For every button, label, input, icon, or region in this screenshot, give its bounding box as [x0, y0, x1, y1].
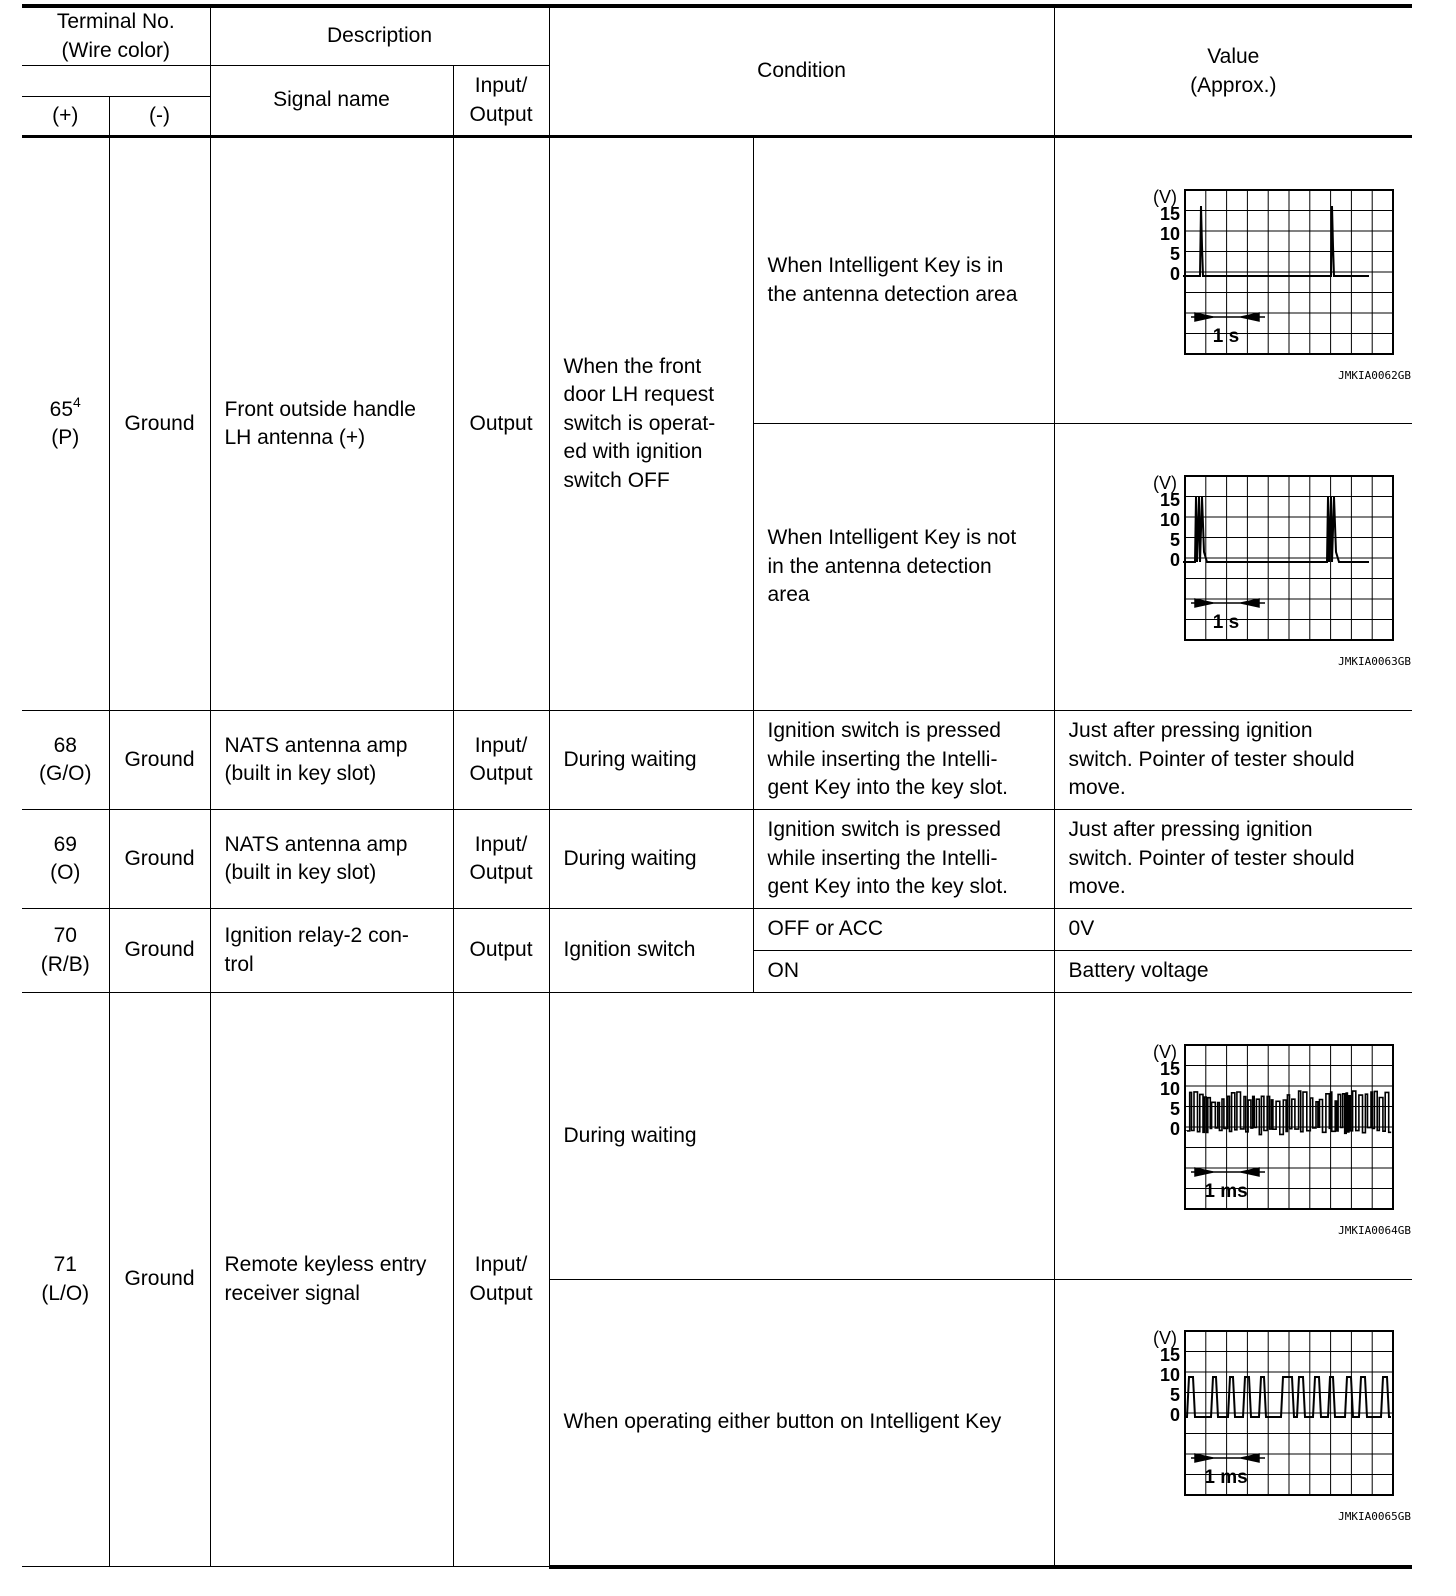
scope-time-marker	[1191, 313, 1265, 321]
value-cell: Just after pressing ignition switch. Pointer of tester should move.	[1054, 810, 1412, 909]
wire-color-label: (Wire color)	[61, 38, 170, 62]
io-cell: Input/ Output	[453, 993, 549, 1567]
signal-name-cell: NATS antenna amp (built in key slot)	[210, 810, 453, 909]
scope-time-label: 1 ms	[1203, 1181, 1248, 1202]
condition-cell: During waiting	[549, 993, 1054, 1280]
table-row	[22, 810, 1412, 909]
condition-main-cell: Ignition switch	[549, 909, 753, 993]
condition-sub-cell: Ignition switch is pressed while inserting the Intelli- gent Key into the key slot.	[753, 810, 1054, 909]
scope-tick-label: 0	[1169, 1119, 1180, 1139]
input-output-label-2: Output	[469, 102, 533, 126]
scope-tick-label: 5	[1169, 243, 1180, 264]
scope-time-marker	[1191, 599, 1265, 607]
value-header	[1054, 6, 1412, 137]
terminal-number: $65^4$	[49, 393, 81, 421]
scope-time-label: 1 s	[1212, 325, 1239, 347]
scope-tick-label: 0	[1169, 263, 1180, 284]
condition-sub-cell: When Intelligent Key is in the antenna detection area	[753, 137, 1054, 424]
io-cell: Input/ Output	[453, 711, 549, 810]
scope-time-label: 1 ms	[1203, 1467, 1248, 1489]
table-row	[22, 711, 1412, 810]
scope-time-marker	[1191, 1454, 1265, 1462]
table-row	[22, 909, 1412, 951]
terminal-plus-cell	[22, 137, 109, 711]
condition-main-cell: During waiting	[549, 810, 753, 909]
signal-name-header: Signal name	[210, 66, 453, 137]
scope-time-marker	[1191, 1168, 1265, 1176]
scope-ticks	[1160, 1345, 1180, 1425]
scope-tick-label: 15	[1159, 203, 1180, 224]
oscilloscope-chart	[1083, 1031, 1411, 1241]
wire-color: (P)	[51, 426, 80, 449]
scope-tick-label: 15	[1159, 1345, 1180, 1366]
scope-tick-label: 5	[1169, 1385, 1180, 1406]
signal-name-cell: Front outside handle LH antenna (+)	[210, 137, 453, 711]
terminal-plus-cell: 69 (O)	[22, 810, 109, 909]
description-header: Description	[210, 6, 549, 66]
scope-figure-code: JMKIA0065GB	[1337, 1510, 1411, 1524]
terminal-table-wrapper	[22, 4, 1412, 1569]
terminal-no-header	[22, 6, 210, 66]
condition-main-cell: When the front door LH request switch is operat- ed with ignition switch OFF	[549, 137, 753, 711]
value-cell	[1054, 424, 1412, 711]
terminal-minus-cell: Ground	[109, 137, 210, 711]
value-cell	[1054, 993, 1412, 1280]
minus-header: (-)	[109, 97, 210, 137]
io-cell: Input/ Output	[453, 810, 549, 909]
input-output-header	[453, 66, 549, 137]
terminal-plus-cell: 70 (R/B)	[22, 909, 109, 993]
value-label: Value	[1207, 45, 1260, 68]
scope-unit: (V)	[1152, 186, 1177, 207]
terminal-plus-cell: 71 (L/O)	[22, 993, 109, 1567]
scope-ticks	[1160, 1059, 1180, 1139]
condition-main-cell: During waiting	[549, 711, 753, 810]
terminal-minus-cell: Ground	[109, 993, 210, 1567]
terminal-spec-table	[22, 4, 1412, 1569]
scope-figure-code: JMKIA0062GB	[1337, 368, 1411, 382]
scope-unit: (V)	[1152, 473, 1177, 493]
scope-tick-label: 10	[1159, 1365, 1180, 1386]
io-cell: Output	[453, 137, 549, 711]
oscilloscope-chart	[1083, 1317, 1411, 1527]
terminal-header-spacer	[22, 66, 210, 97]
scope-tick-label: 10	[1159, 510, 1180, 530]
plus-header: (+)	[22, 97, 109, 137]
value-cell	[1054, 1280, 1412, 1567]
scope-tick-label: 10	[1159, 1079, 1180, 1099]
terminal-minus-cell: Ground	[109, 711, 210, 810]
scope-figure-code: JMKIA0063GB	[1337, 655, 1411, 668]
scope-waveform	[1183, 497, 1369, 562]
io-cell: Output	[453, 909, 549, 993]
table-row	[22, 137, 1412, 424]
condition-header: Condition	[549, 6, 1054, 137]
terminal-minus-cell: Ground	[109, 909, 210, 993]
scope-figure-code: JMKIA0064GB	[1337, 1224, 1411, 1237]
scope-tick-label: 0	[1169, 550, 1180, 570]
scope-tick-label: 0	[1169, 1405, 1180, 1426]
oscilloscope-chart	[1083, 176, 1411, 386]
condition-cell: When operating either button on Intelligent Key	[549, 1280, 1054, 1567]
scope-waveform	[1187, 1091, 1391, 1135]
oscilloscope-chart	[1083, 462, 1411, 672]
condition-sub-cell: OFF or ACC	[753, 909, 1054, 951]
scope-unit: (V)	[1152, 1328, 1177, 1349]
value-cell: Just after pressing ignition switch. Pointer of tester should move.	[1054, 711, 1412, 810]
scope-tick-label: 5	[1169, 530, 1180, 550]
scope-waveform	[1183, 206, 1369, 276]
terminal-minus-cell: Ground	[109, 810, 210, 909]
scope-unit: (V)	[1152, 1042, 1177, 1062]
scope-time-label: 1 s	[1212, 612, 1239, 633]
scope-tick-label: 15	[1159, 1059, 1180, 1079]
value-cell	[1054, 137, 1412, 424]
condition-sub-cell: Ignition switch is pressed while inserting the Intelli- gent Key into the key slot.	[753, 711, 1054, 810]
table-row	[22, 993, 1412, 1280]
approx-label: (Approx.)	[1190, 73, 1277, 97]
scope-tick-label: 5	[1169, 1099, 1180, 1119]
signal-name-cell: NATS antenna amp (built in key slot)	[210, 711, 453, 810]
value-cell: 0V	[1054, 909, 1412, 951]
header-row-1	[22, 6, 1412, 66]
signal-name-cell: Remote keyless entry receiver signal	[210, 993, 453, 1567]
scope-ticks	[1160, 204, 1180, 284]
scope-tick-label: 10	[1159, 223, 1180, 244]
terminal-plus-cell: 68 (G/O)	[22, 711, 109, 810]
signal-name-cell: Ignition relay-2 con- trol	[210, 909, 453, 993]
value-cell: Battery voltage	[1054, 951, 1412, 993]
scope-tick-label: 15	[1159, 490, 1180, 510]
condition-sub-cell: When Intelligent Key is not in the antenna detection area	[753, 424, 1054, 711]
scope-waveform	[1185, 1377, 1391, 1417]
condition-sub-cell: ON	[753, 951, 1054, 993]
terminal-no-label: Terminal No.	[56, 10, 175, 33]
scope-ticks	[1160, 490, 1180, 570]
input-output-label-1: Input/	[474, 74, 528, 97]
